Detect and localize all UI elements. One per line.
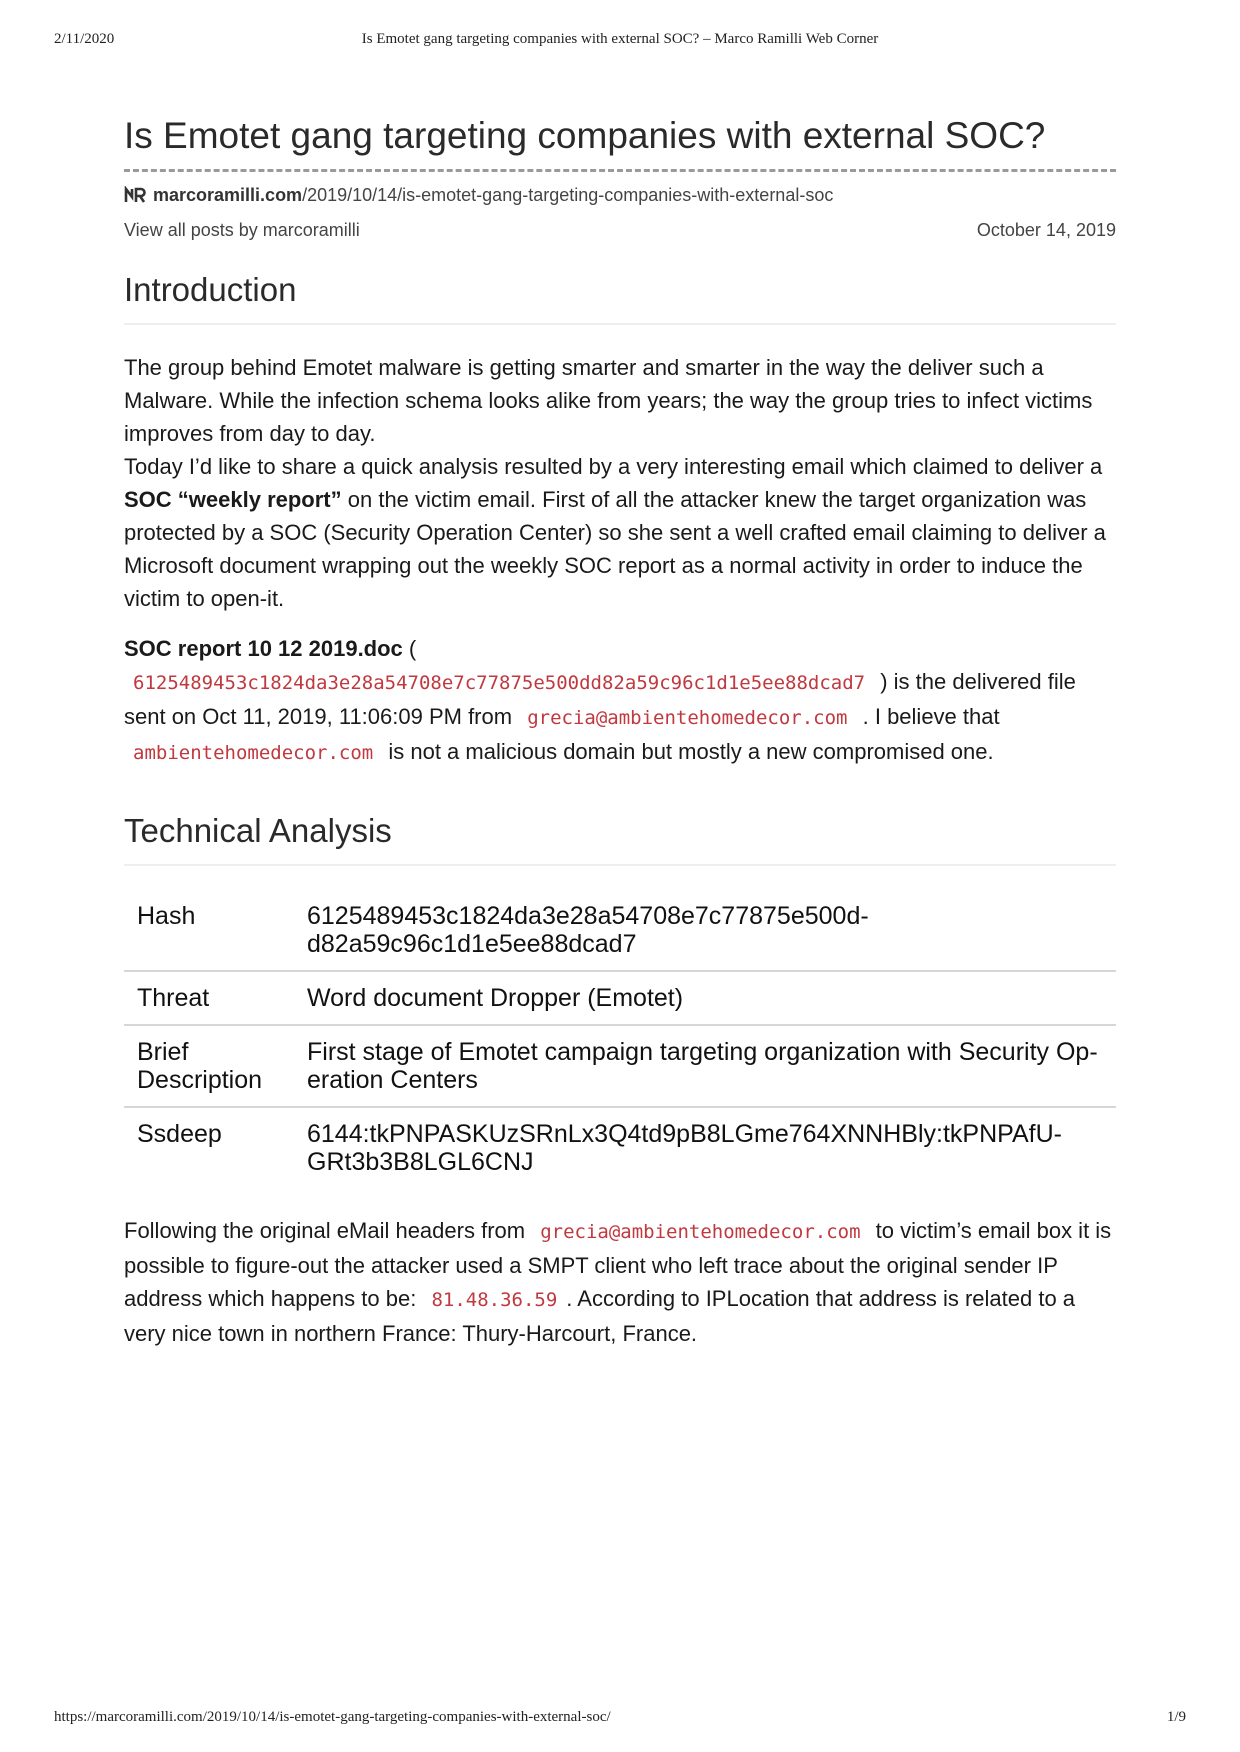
sender-ip-code: 81.48.36.59 bbox=[431, 1289, 558, 1311]
doc-filename: SOC report 10 12 2019.doc bbox=[124, 636, 403, 661]
print-footer bbox=[54, 1709, 1186, 1729]
headers-text-start: Following the original eMail headers from bbox=[124, 1218, 526, 1243]
technical-analysis-heading: Technical Analysis bbox=[124, 810, 1116, 866]
row-value: 6125489453c1824da3e28a54708e7c77875e500d- d82a59c96c1d1e5ee88dcad7 bbox=[307, 902, 869, 958]
article-title: Is Emotet gang targeting companies with external SOC? bbox=[124, 112, 1116, 172]
source-path: /2019/10/14/is-emotet-gang-targeting-companies-with-external-soc bbox=[302, 184, 834, 205]
print-url: https://marcoramilli.com/2019/10/14/is-emotet-gang-targeting-companies-with-external-soc/ bbox=[54, 1709, 611, 1725]
paren-open: ( bbox=[402, 636, 417, 661]
intro-paragraph-2 bbox=[124, 450, 1116, 615]
doc-hash-code: 6125489453c1824da3e28a54708e7c77875e500dd82a59c96c1d1e5ee88dcad7 bbox=[133, 672, 866, 694]
domain-code: ambientehomedecor.com bbox=[133, 742, 374, 764]
compromised-text: is not a malicious domain but mostly a new compromised one. bbox=[388, 739, 994, 764]
byline-row bbox=[124, 220, 1116, 244]
sender-email-code: grecia@ambientehomedecor.com bbox=[540, 1221, 861, 1243]
headers-text-end: . According to IPLocation that address is related to a very nice town in northern France: Thury-Harcourt, France. bbox=[124, 1286, 1076, 1346]
source-link[interactable] bbox=[124, 183, 1116, 207]
print-date: 2/11/2020 bbox=[54, 31, 115, 47]
table-row bbox=[124, 1025, 1116, 1107]
row-value: 6144:tkPNPASKUzSRnLx3Q4td9pB8LGme764XNNHBly:tkPNPAfU- GRt3b3B8LGL6CNJ bbox=[294, 1107, 1116, 1188]
site-logo-icon bbox=[124, 186, 146, 204]
headers-text-mid: to victim’s email box it is possible to figure-out the attacker used a SMPT client who left trace about the original sender IP address which happens to be: bbox=[124, 1218, 1112, 1311]
article bbox=[124, 112, 1116, 1350]
belief-text: . I believe that bbox=[862, 704, 1000, 729]
page-number: 1/9 bbox=[1166, 1709, 1186, 1725]
row-key: Hash bbox=[137, 902, 196, 930]
analysis-table bbox=[124, 890, 1116, 1188]
intro-p2-start: Today I’d like to share a quick analysis resulted by a very interesting email which claimed to deliver a bbox=[124, 454, 1103, 479]
row-value: First stage of Emotet campaign targeting organization with Security Op- eration Centers bbox=[294, 1025, 1116, 1107]
table-row bbox=[124, 890, 1116, 971]
sender-email-code: grecia@ambientehomedecor.com bbox=[527, 707, 848, 729]
author-link[interactable]: View all posts by marcoramilli bbox=[124, 220, 360, 240]
post-date: October 14, 2019 bbox=[976, 220, 1116, 240]
table-row bbox=[124, 1107, 1116, 1188]
headers-paragraph bbox=[124, 1214, 1116, 1350]
print-header bbox=[54, 31, 1186, 51]
row-key: Ssdeep bbox=[124, 1107, 294, 1188]
delivery-paragraph bbox=[124, 632, 1116, 770]
row-key: Threat bbox=[124, 971, 294, 1025]
soc-weekly-report-emphasis: SOC “weekly report” bbox=[124, 487, 342, 512]
intro-paragraph-1: The group behind Emotet malware is getting smarter and smarter in the way the deliver such a Malware. While the infection schema looks alike from years; the way the group tries to infect victims improves from day to day. bbox=[124, 355, 1093, 446]
print-page-title: Is Emotet gang targeting companies with external SOC? – Marco Ramilli Web Corner bbox=[361, 31, 879, 47]
source-domain: marcoramilli.com bbox=[153, 184, 303, 205]
intro-heading: Introduction bbox=[124, 269, 1116, 325]
delivery-text: ) is the delivered file sent on Oct 11, 2019, 11:06:09 PM from bbox=[124, 669, 1076, 729]
row-key: Brief Description bbox=[124, 1025, 294, 1107]
intro-p2-end: on the victim email. First of all the attacker knew the target organization was protected by a SOC (Security Operation Center) so she sent a well crafted email claiming to deliver a Microsoft document wrapping out the weekly SOC report as a normal activity in order to induce the victim to open-it. bbox=[124, 487, 1106, 611]
row-value: Word document Dropper (Emotet) bbox=[294, 971, 1116, 1025]
table-row bbox=[124, 971, 1116, 1025]
